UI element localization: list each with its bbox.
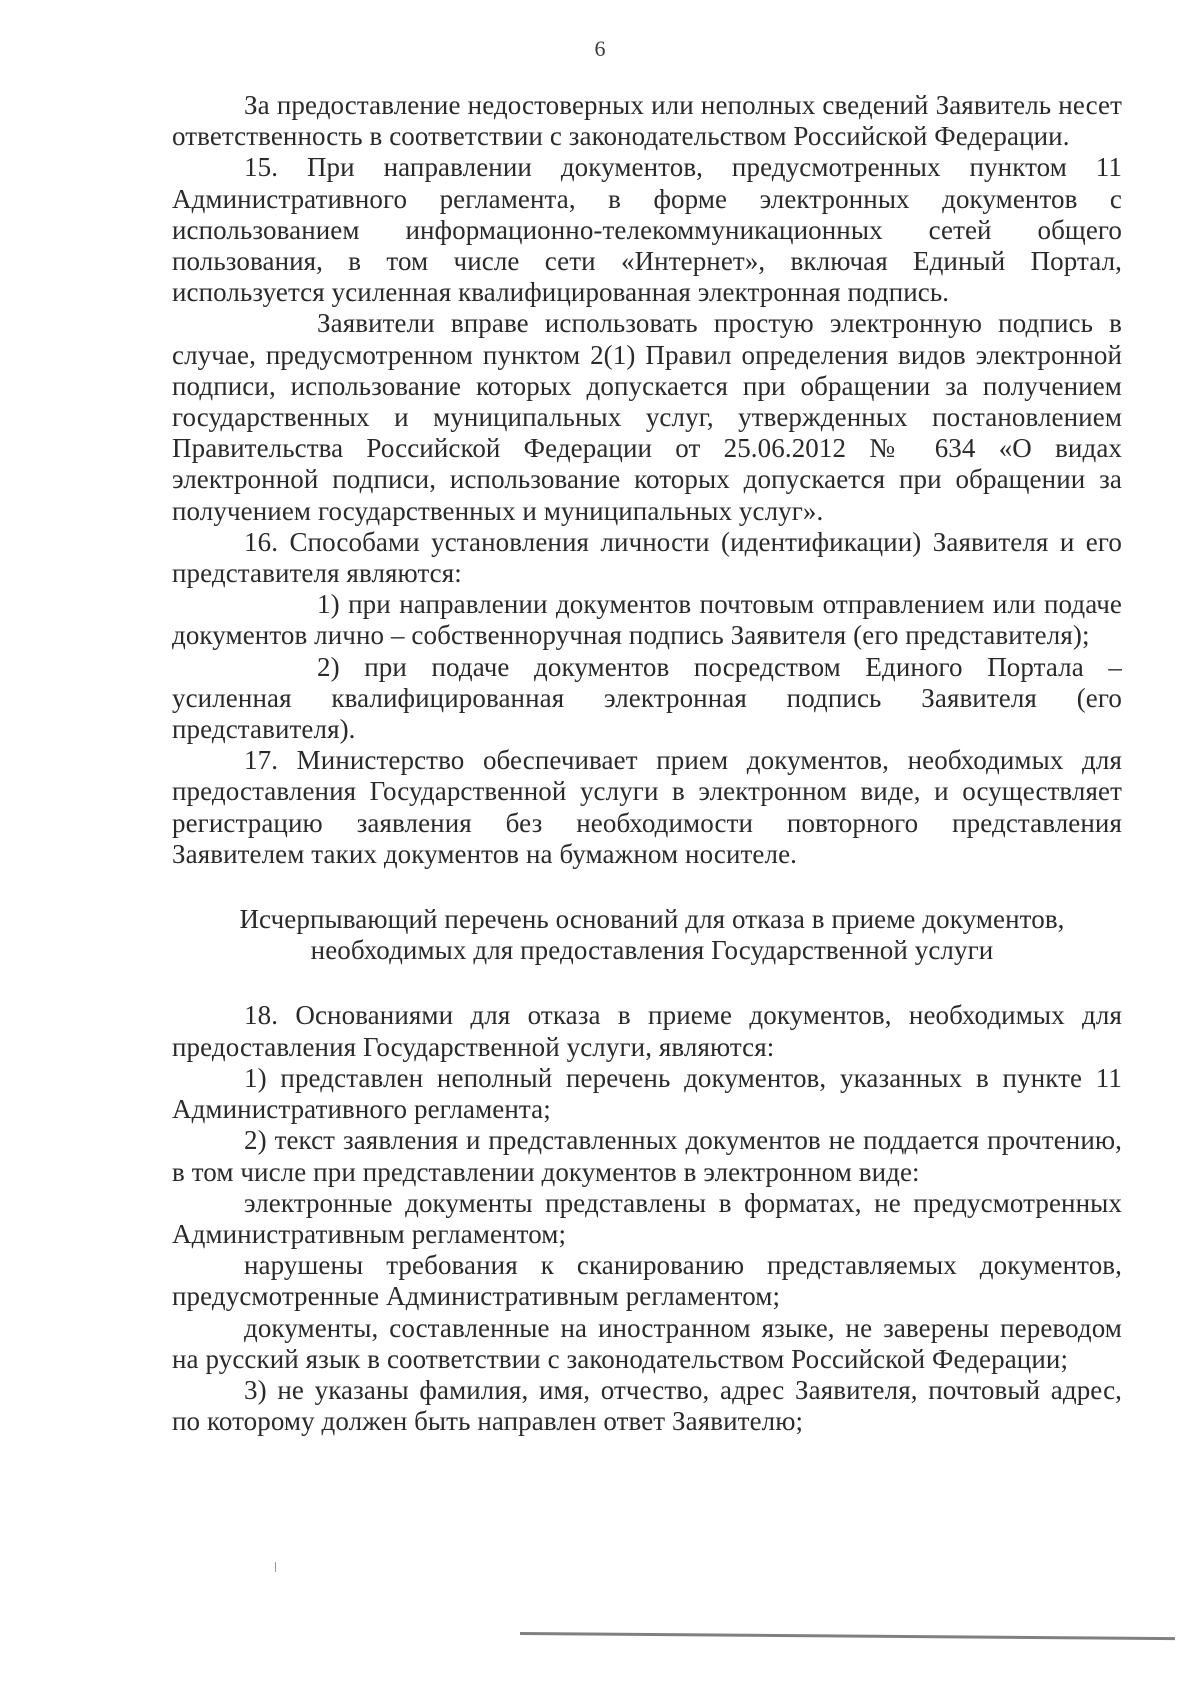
section-heading-line-1: Исчерпывающий перечень оснований для отказа в приеме документов, [239, 904, 1065, 935]
paragraph-18-item-1: 1) представлен неполный перечень документов, указанных в пункте 11 Административного регламента; [172, 1062, 1122, 1125]
paragraph-18-item-3: 3) не указаны фамилия, имя, отчество, адрес Заявителя, почтовый адрес, по которому должен быть направлен ответ Заявителю; [172, 1374, 1122, 1437]
paragraph-17: 17. Министерство обеспечивает прием документов, необходимых для предоставления Государственной услуги в электронном виде, и осуществляет регистрацию заявления без необходимости повторного представления Заявителем таких документов на бумажном носителе. [172, 745, 1122, 869]
paragraph-16-item-1: 1) при направлении документов почтовым отправлением или подаче документов лично – собственноручная подпись Заявителя (его представителя); [172, 589, 1122, 651]
section-heading-line-2: необходимых для предоставления Государственной услуги [310, 935, 994, 966]
paragraph-18-item-2-formats: электронные документы представлены в форматах, не предусмотренных Административным регламентом; [172, 1187, 1122, 1249]
paragraph-18-item-2: 2) текст заявления и представленных документов не поддается прочтению, в том числе при представлении документов в электронном виде: [172, 1125, 1122, 1187]
paragraph-18: 18. Основаниями для отказа в приеме документов, необходимых для предоставления Государственной услуги, являются: [172, 1000, 1122, 1062]
paragraph-18-item-2-scanning: нарушены требования к сканированию представляемых документов, предусмотренные Административным регламентом; [172, 1250, 1122, 1312]
paragraph-liability: За предоставление недостоверных или неполных сведений Заявитель несет ответственность в соответствии с законодательством Российской Федерации. [172, 90, 1122, 152]
paragraph-simple-signature: Заявители вправе использовать простую электронную подпись в случае, предусмотренном пунктом 2(1) Правил определения видов электронной подписи, использование которых допускается при обращении за получением государственных и муниципальных услуг, утвержденных постановлением Правительства Российской Федерации от 25.06.2012 № 634 «О видах электронной подписи, использование которых допускается при обращении за получением государственных и муниципальных услуг». [172, 308, 1122, 526]
page-number: 6 [594, 36, 606, 61]
paragraph-18-item-2-translation: документы, составленные на иностранном языке, не заверены переводом на русский язык в соответствии с законодательством Российской Федерации; [172, 1312, 1122, 1374]
scan-artifact-mark [275, 1562, 276, 1572]
paragraph-16: 16. Способами установления личности (идентификации) Заявителя и его представителя являются: [172, 526, 1122, 589]
paragraph-16-item-2: 2) при подаче документов посредством Единого Портала – усиленная квалифицированная электронная подпись Заявителя (его представителя). [172, 651, 1122, 745]
section-heading [172, 904, 1122, 966]
footer-rule [520, 1632, 1175, 1640]
document-body [172, 90, 1122, 1437]
paragraph-15: 15. При направлении документов, предусмотренных пунктом 11 Административного регламента, в форме электронных документов с использованием информационно-телекоммуникационных сетей общего пользования, в том числе сети «Интернет», включая Единый Портал, используется усиленная квалифицированная электронная подпись. [172, 152, 1122, 308]
